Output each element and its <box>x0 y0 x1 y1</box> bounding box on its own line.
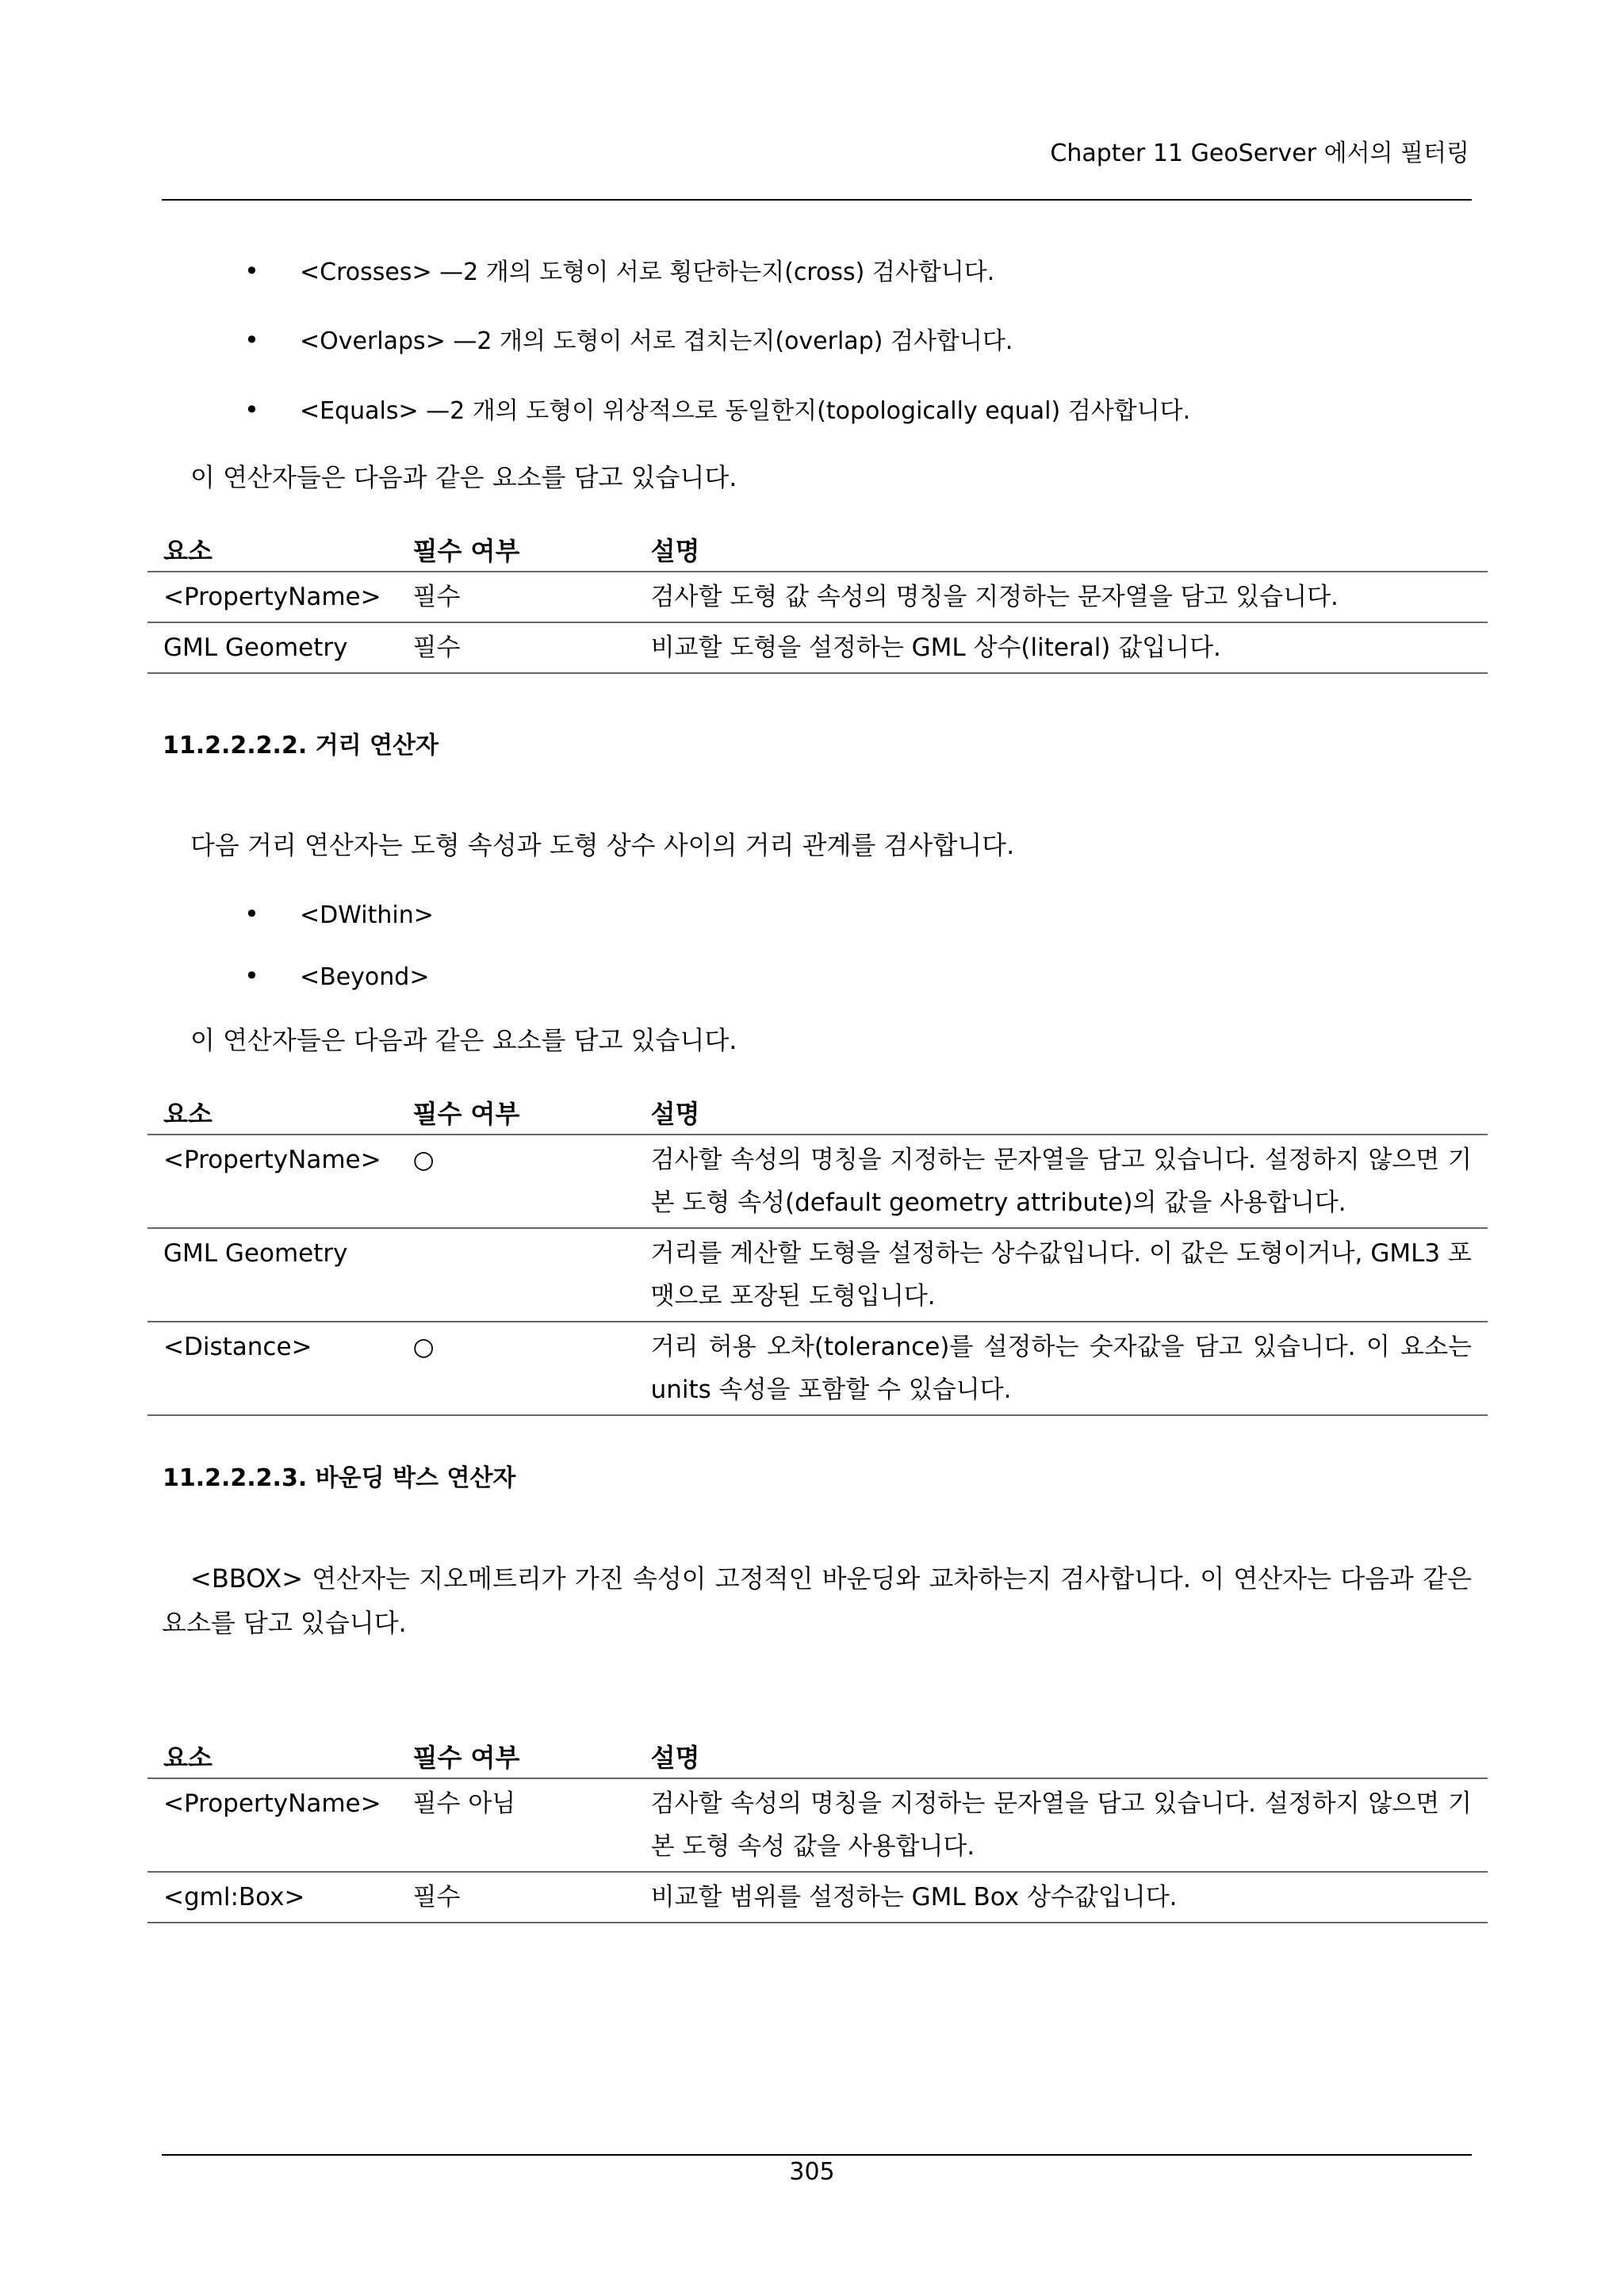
bullet-icon: • <box>244 961 259 991</box>
intro-paragraph: 이 연산자들은 다음과 같은 요소를 담고 있습니다. <box>190 1025 737 1055</box>
element-cell: GML Geometry <box>147 622 397 673</box>
bullet-item <box>244 252 994 287</box>
description-cell: 거리를 계산할 도형을 설정하는 상수값입니다. 이 값은 도형이거나, GML3 포맷으로 포장된 도형입니다. <box>635 1228 1488 1322</box>
bullet-text: <Beyond> <box>300 963 430 991</box>
bullet-item <box>244 321 1013 356</box>
bullet-text: <Equals> —2 개의 도형이 위상적으로 동일한지(topologically equal) 검사합니다. <box>300 397 1191 425</box>
header-rule <box>162 199 1472 201</box>
table-row <box>147 1135 1488 1228</box>
bullet-icon: • <box>244 325 259 355</box>
page-number: 305 <box>789 2158 835 2186</box>
column-header: 설명 <box>635 1089 1488 1135</box>
bullet-icon: • <box>244 395 259 425</box>
element-cell: GML Geometry <box>147 1228 397 1322</box>
column-header: 설명 <box>635 526 1488 572</box>
table-row <box>147 572 1488 622</box>
required-cell: 필수 <box>397 622 635 673</box>
column-header: 요소 <box>147 1733 397 1778</box>
element-cell: <PropertyName> <box>147 1778 397 1872</box>
table-row <box>147 1872 1488 1923</box>
table-row <box>147 1778 1488 1872</box>
element-cell: <gml:Box> <box>147 1872 397 1923</box>
elements-table-1 <box>147 526 1488 674</box>
elements-table-2 <box>147 1089 1488 1416</box>
table-header-row <box>147 1089 1488 1135</box>
table-row <box>147 1322 1488 1415</box>
table-header-row <box>147 1733 1488 1778</box>
required-cell: 필수 <box>397 572 635 622</box>
description-cell: 비교할 도형을 설정하는 GML 상수(literal) 값입니다. <box>635 622 1488 673</box>
bullet-text: <Crosses> —2 개의 도형이 서로 횡단하는지(cross) 검사합니다. <box>300 258 995 286</box>
element-cell: <PropertyName> <box>147 572 397 622</box>
element-cell: <Distance> <box>147 1322 397 1415</box>
bullet-icon: • <box>244 256 259 286</box>
bullet-item <box>244 391 1190 426</box>
table-header-row <box>147 526 1488 572</box>
column-header: 필수 여부 <box>397 1089 635 1135</box>
section-intro: 다음 거리 연산자는 도형 속성과 도형 상수 사이의 거리 관계를 검사합니다. <box>190 830 1015 860</box>
elements-table-3 <box>147 1733 1488 1923</box>
description-cell: 거리 허용 오차(tolerance)를 설정하는 숫자값을 담고 있습니다. 이 요소는 units 속성을 포함할 수 있습니다. <box>635 1322 1488 1415</box>
description-cell: 검사할 도형 값 속성의 명칭을 지정하는 문자열을 담고 있습니다. <box>635 572 1488 622</box>
bullet-item <box>244 899 434 929</box>
bullet-text: <Overlaps> —2 개의 도형이 서로 겹치는지(overlap) 검사합니다. <box>300 327 1013 355</box>
intro-paragraph: 이 연산자들은 다음과 같은 요소를 담고 있습니다. <box>190 462 737 492</box>
required-cell: 필수 아님 <box>397 1778 635 1872</box>
column-header: 요소 <box>147 1089 397 1135</box>
table-row <box>147 1228 1488 1322</box>
bullet-text: <DWithin> <box>300 901 434 929</box>
section-heading: 11.2.2.2.3. 바운딩 박스 연산자 <box>163 1464 516 1492</box>
description-cell: 검사할 속성의 명칭을 지정하는 문자열을 담고 있습니다. 설정하지 않으면 기본 도형 속성(default geometry attribute)의 값을 사용합니다. <box>635 1135 1488 1228</box>
footer-rule <box>162 2154 1472 2156</box>
element-cell: <PropertyName> <box>147 1135 397 1228</box>
required-cell <box>397 1228 635 1322</box>
page-header: Chapter 11 GeoServer 에서의 필터링 <box>1050 140 1469 167</box>
section-intro: <BBOX> 연산자는 지오메트리가 가진 속성이 고정적인 바운딩와 교차하는지 검사합니다. 이 연산자는 다음과 같은 요소를 담고 있습니다. <box>162 1563 1472 1638</box>
required-cell: ○ <box>397 1135 635 1228</box>
bullet-item <box>244 961 429 991</box>
table-row <box>147 622 1488 673</box>
bullet-icon: • <box>244 899 259 929</box>
column-header: 필수 여부 <box>397 1733 635 1778</box>
column-header: 설명 <box>635 1733 1488 1778</box>
column-header: 요소 <box>147 526 397 572</box>
required-cell: ○ <box>397 1322 635 1415</box>
section-heading: 11.2.2.2.2. 거리 연산자 <box>163 732 439 760</box>
description-cell: 검사할 속성의 명칭을 지정하는 문자열을 담고 있습니다. 설정하지 않으면 기본 도형 속성 값을 사용합니다. <box>635 1778 1488 1872</box>
description-cell: 비교할 범위를 설정하는 GML Box 상수값입니다. <box>635 1872 1488 1923</box>
required-cell: 필수 <box>397 1872 635 1923</box>
column-header: 필수 여부 <box>397 526 635 572</box>
